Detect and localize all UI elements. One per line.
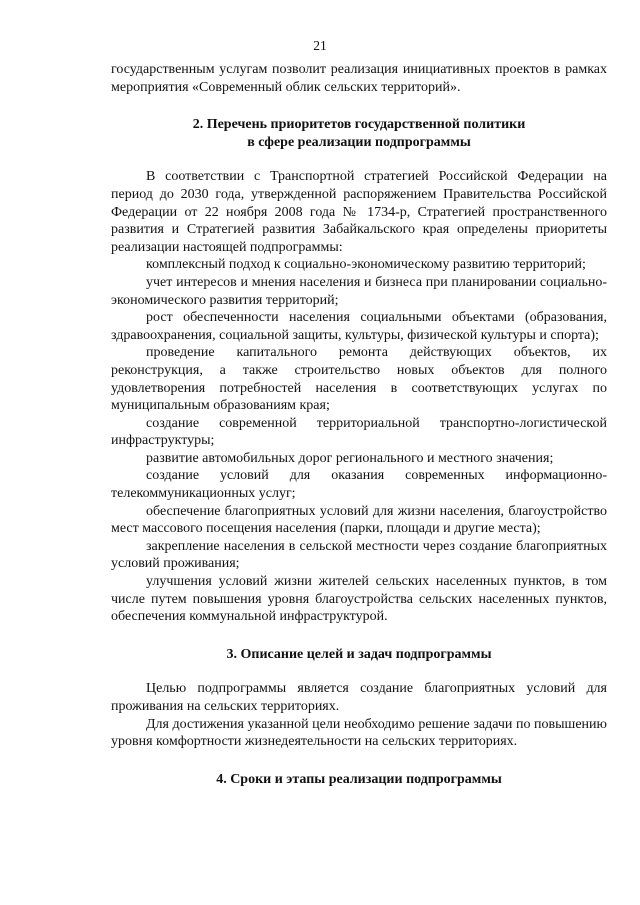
priority-item: развитие автомобильных дорог регионального и местного значения; [146, 450, 554, 466]
priority-item: обеспечение благоприятных условий для жизни населения, благоустройство мест массового посещения населения (парки, площади и другие места); [111, 503, 607, 537]
priority-item: учет интересов и мнения населения и бизнеса при планировании социально-экономического развития территорий; [111, 274, 607, 308]
page-number: 21 [313, 38, 327, 53]
priority-item: проведение капитального ремонта действующих объектов, их реконструкция, а также строительство новых объектов для полного удовлетворения потребностей населения в соответствующих услугах по муниципальным образованиям края; [111, 345, 607, 414]
goal-paragraph: Целью подпрограммы является создание благоприятных условий для проживания на сельских территориях. [111, 681, 607, 714]
section-2-heading-line-2: в сфере реализации подпрограммы [247, 134, 471, 150]
priority-item: рост обеспеченности населения социальными объектами (образования, здравоохранения, социальной защиты, культуры, физической культуры и спорта); [111, 310, 607, 343]
priority-item: создание современной территориальной транспортно-логистической инфраструктуры; [111, 415, 607, 449]
section-4-heading: 4. Сроки и этапы реализации подпрограммы [216, 771, 502, 787]
section-2-lead-paragraph: В соответствии с Транспортной стратегией Российской Федерации на период до 2030 года, утвержденной распоряжением Правительства Российской Федерации от 22 ноября 2008 года № 1734-р, Стратегией пространственного развития и Стратегией развития Забайкальского края определены приоритеты реализации настоящей подпрограммы: [111, 169, 607, 255]
priority-item: создание условий для оказания современных информационно-телекоммуникационных услуг; [111, 468, 607, 502]
intro-paragraph: государственным услугам позволит реализация инициативных проектов в рамках мероприятия «Современный облик сельских территорий». [111, 62, 607, 95]
document-body [111, 61, 607, 788]
priority-item: улучшения условий жизни жителей сельских населенных пунктов, в том числе путем повышения уровня благоустройства сельских населенных пунктов, обеспечения коммунальной инфраструктурой. [111, 574, 607, 625]
section-3-heading: 3. Описание целей и задач подпрограммы [226, 646, 492, 662]
section-2-heading-line-1: 2. Перечень приоритетов государственной политики [192, 117, 526, 133]
priority-item: комплексный подход к социально-экономическому развитию территорий; [146, 257, 586, 273]
task-paragraph: Для достижения указанной цели необходимо решение задачи по повышению уровня комфортности жизнедеятельности на сельских территориях. [111, 716, 607, 750]
priority-item: закрепление населения в сельской местности через создание благоприятных условий проживания; [111, 538, 607, 572]
